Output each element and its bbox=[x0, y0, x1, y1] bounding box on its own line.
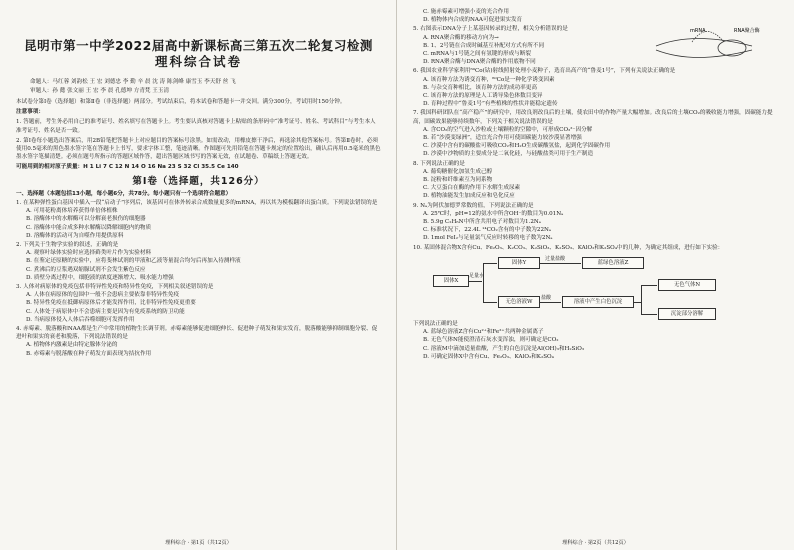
q4-option-d: D. 植物体内合成的NAA可促进果实发育 bbox=[423, 17, 523, 24]
q2-option-b: B. 在鉴定还原糖的实验中，应将斐林试剂的甲液和乙液等量混合均匀后再加入待测样液 bbox=[26, 258, 241, 265]
q9-option-c: C. 标准状况下，22.4L ¹⁴CO₂含有的中子数为22Nₐ bbox=[423, 227, 552, 234]
rna-polymerase-shape bbox=[718, 40, 746, 56]
question-5: 5. 右图表示DNA分子上某基因转录的过程，相关分析错误的是 bbox=[413, 26, 568, 33]
split-line bbox=[483, 263, 484, 303]
atomic-mass-line: 可能用到的相对原子质量：H 1 Li 7 C 12 N 14 O 16 Na 23 S 32 Cl 35.5 Ce 140 bbox=[16, 164, 239, 171]
q8-option-a: A. 葡萄糖催化加氢生成己醇 bbox=[423, 168, 493, 175]
q9-option-b: B. 5.9g C₂H₆N中所含共用电子对数目为1.2Nₐ bbox=[423, 219, 541, 226]
arrow-to-y bbox=[483, 263, 497, 264]
question-3: 3. 人体对病原体的免疫包括非特异性免疫和特异性免疫，下列相关叙述错误的是 bbox=[16, 284, 214, 291]
q5-option-c: C. mRNA与1号链之间有氢键的形成与断裂 bbox=[423, 51, 531, 58]
q8-option-c: C. 大豆蛋白在酶的作用下水解生成尿素 bbox=[423, 185, 521, 192]
label-excess-hcl: 过量盐酸 bbox=[545, 255, 566, 262]
mrna-label: mRNA bbox=[690, 27, 706, 34]
question-7: 7. 我国科研团队在“高产稳产”的研究中，用改良剂改良后的土壤，使农田中的作物产量大幅增加。改良后的土壤CO₂的吸收能力增强，固碳能力提高，固碳效果能够持续数年，下列关于相关说法错误的是 bbox=[413, 110, 773, 125]
q9-option-a: A. 25℃时，pH=12的氨水中所含OH⁻的数目为0.01Nₐ bbox=[423, 210, 564, 217]
question-8: 8. 下列说法正确的是 bbox=[413, 160, 465, 167]
q6-option-b: B. 与杂交育种相比，该育种方法的成功率更高 bbox=[423, 84, 537, 91]
box-solid-x: 固体X bbox=[433, 275, 469, 287]
q5-option-b: B. 1、2号链在合成时碱基互补配对方式有所不同 bbox=[423, 42, 545, 49]
q1-option-c: C. 溶酶体中能合成多种水解酶以降解细胞内的物质 bbox=[26, 224, 152, 231]
q4-option-b: B. 赤霉素与脱落酸在种子萌发方面表现为拮抗作用 bbox=[26, 350, 152, 357]
q2-option-a: A. 观察叶绿体实验时应选择藓类叶片作为实验材料 bbox=[26, 250, 152, 257]
q8-option-d: D. 植物油能发生加成反应和皂化反应 bbox=[423, 193, 515, 200]
box-solution-m: 溶液中产生白色沉淀 bbox=[562, 296, 634, 308]
question-6: 6. 我国农业科学家利用⁶⁰Co(钴)射线照射处理小麦种子，选育出高产的“鲁麦1号”，下列有关说法正确的是 bbox=[413, 68, 676, 75]
q6-option-a: A. 该育种方法为诱变育种，⁶⁰Co是一种化学诱变因素 bbox=[423, 76, 555, 83]
arrow-to-w bbox=[483, 302, 497, 303]
box-gas-n: 无色气体N bbox=[658, 279, 716, 291]
label-water: 足量水 bbox=[469, 272, 485, 279]
question-1: 1. 在某种弹性蛋白基因中插入一段“启动子”序列后，该基因可在体外转录合成数量更多的mRNA，再以其为模板翻译出蛋白质。下列说法错误的是 bbox=[16, 200, 378, 207]
question-9: 9. Nₐ为阿伏加德罗常数的值，下列说法正确的是 bbox=[413, 202, 534, 209]
rna-polymerase-label: RNA聚合酶 bbox=[734, 27, 760, 34]
q8-option-b: B. 淀粉和纤维素互为同系物 bbox=[423, 177, 493, 184]
box-solid-y: 固体Y bbox=[498, 257, 540, 269]
transcription-diagram bbox=[652, 24, 772, 68]
q7-option-b: B. 若“沙漠变绿洲”，适宜光合作用可使固碳能力较沙漠显著增强 bbox=[423, 135, 582, 142]
q3-option-d: D. 当病原体侵入人体后吞噬细胞可发挥作用 bbox=[26, 316, 135, 323]
q6-option-d: D. 育种过程中“鲁麦1号”有些植株的性状并能稳定遗传 bbox=[423, 101, 558, 108]
notice-heading: 注意事项： bbox=[16, 109, 44, 116]
q2-option-c: C. 煮沸后的豆浆遇双缩脲试剂不会发生紫色反应 bbox=[26, 266, 146, 273]
q5-option-d: D. RNA聚合酶与DNA聚合酶的作用底物不同 bbox=[423, 59, 536, 66]
q3-option-b: B. 特异性免疫在抵御病原体后才能发挥作用，比非特异性免疫更重要 bbox=[26, 300, 196, 307]
box-solution-w: 无色溶液W bbox=[498, 296, 540, 308]
reviewers: 审题人：孙 懿 张文丽 王 宏 李 晨 孔德坤 方青梵 王玉清 bbox=[30, 88, 170, 94]
q10-option-a: A. 蓝绿色溶液Z含有Cu²⁺和Fe²⁺共两种金属离子 bbox=[423, 329, 544, 336]
q10-option-b: B. 无色气体N能使澄清石灰水变浑浊，则可确定是CO₂ bbox=[423, 337, 559, 344]
question-2: 2. 下列关于生物学实验的叙述，正确的是 bbox=[16, 242, 119, 249]
exam-subtitle: 理科综合试卷 bbox=[154, 54, 242, 69]
q4-option-c: C. 施赤霉素可增强小麦的光合作用 bbox=[423, 9, 509, 15]
q6-option-c: C. 该育种方法的原理是人工诱导染色体数目变异 bbox=[423, 93, 543, 100]
question-4: 4. 赤霉素、脱落酸和NAA都是生产中常用的植物生长调节剂。赤霉素能够促进细胞伸长、促进种子萌发和果实发育，脱落酸能够抑制细胞分裂、促进叶和果实的衰老和脱落，下列说法错误的是 bbox=[16, 326, 378, 341]
notice-item-2: 2. 第Ⅰ卷每小题选出答案后，用2B铅笔把答题卡上对应题目的答案标号涂黑。如需改动，用橡皮擦干净后，再选涂其他答案标号。答第Ⅱ卷时，必须使用0.5毫米的黑色墨水签字笔在答题卡上书写，要求字体工整，笔迹清晰。作图题可先用铅笔在答题卡规定的位置绘出，确认后再用0.5毫米的黑色墨水签字笔描清楚。必须在题号所指示的答题区域作答，超出答题区域书写的答案无效，在试题卷、草稿纸上答题无效。 bbox=[16, 137, 381, 161]
q3-option-c: C. 人体处于病原体中不会患病主要是因为有免疫系统的防卫功能 bbox=[26, 308, 185, 315]
page-one-footer: 理科综合 · 第1页（共12页） bbox=[165, 540, 232, 546]
section-title: 第Ⅰ卷（选择题，共126分） bbox=[132, 175, 265, 187]
q4-option-a: A. 植物体内激素是由特定腺体分泌的 bbox=[26, 342, 118, 349]
q7-option-d: D. 沙漠中沙物质的主要成分是二氧化硅，与硅酸盐类可用于生产制造 bbox=[423, 151, 594, 158]
q7-option-c: C. 沙漠中含有的碳酸盐可吸收CO₂和H₂O生成碳酸氢盐，起到化学固碳作用 bbox=[423, 143, 611, 150]
q3-option-a: A. 人体在病原体的包围中一般不会患病主要依靠非特异性免疫 bbox=[26, 292, 180, 299]
label-hcl: 盐酸 bbox=[541, 294, 552, 301]
q5-option-a: A. RNA聚合酶的移动方向为→ bbox=[423, 34, 499, 41]
q2-option-d: D. 质壁分离过程中，细胞液的浓度逐渐增大、吸水能力增强 bbox=[26, 274, 174, 281]
arrow-to-n bbox=[641, 285, 657, 286]
arrow-x-to-split bbox=[468, 281, 482, 282]
q9-option-d: D. 1mol FeI₂与足量氯气反应时转移的电子数为2Nₐ bbox=[423, 235, 553, 242]
q7-option-a: A. 含CO₂的空气进入沙粒或土壤颗粒的空隙中，可形成CO₃²⁻因分解 bbox=[423, 126, 593, 133]
notice-item-1: 1. 答题前，考生务必用自己的准考证号、姓名填写在答题卡上。考生要认真核对答题卡上粘贴的条形码中“准考证号、姓名、考试科目”与考生本人准考证号、姓名是否一致。 bbox=[16, 119, 376, 134]
part1-heading: 一、选择题（本题包括13小题，每小题6分，共78分。每小题只有一个选项符合题意） bbox=[16, 190, 232, 197]
q10-option-d: D. 可确定固体X中含有Cu、Fe₂O₃、KAlO₂和K₂SO₄ bbox=[423, 353, 554, 360]
dna-strand-lower bbox=[656, 50, 752, 58]
page-two-footer: 理科综合 · 第2页（共12页） bbox=[562, 540, 629, 546]
q1-option-b: B. 溶酶体中的水解酶可以分解衰老损伤的细胞器 bbox=[26, 216, 146, 223]
page-two bbox=[397, 0, 794, 550]
box-solution-z: 蓝绿色溶液Z bbox=[582, 257, 644, 269]
question-10-prompt: 下列说法正确的是 bbox=[413, 320, 458, 327]
split-line-right bbox=[641, 285, 642, 315]
intro-text: 本试卷分第Ⅰ卷（选择题）和第Ⅱ卷（非选择题）两部分。考试结束后，将本试卷和答题卡一并交回。满分300分，考试用时150分钟。 bbox=[16, 99, 346, 105]
dna-strand-upper bbox=[656, 38, 752, 46]
arrow-to-precipitate bbox=[641, 314, 657, 315]
q1-option-d: D. 溶酶体的活动可为自噬作用提供原料 bbox=[26, 232, 124, 239]
exam-title: 昆明市第一中学2022届高中新课标高三第五次二轮复习检测 bbox=[24, 38, 373, 53]
proposers: 命题人：马红蓉 刘韵松 王 宏 刘德忠 李 勤 辛 晨 沈 涛 陈剑峰 康雪玉 李天舒 丝 飞 bbox=[30, 79, 236, 85]
q1-option-a: A. 可用花粉离体培养获得单倍体植株 bbox=[26, 208, 118, 215]
arrow-m-split bbox=[633, 302, 641, 303]
box-precipitate: 沉淀部分溶解 bbox=[658, 308, 716, 320]
q10-option-c: C. 溶液M中滴加适量盐酸，产生的白色沉淀是Al(OH)₃和H₂SiO₃ bbox=[423, 345, 585, 352]
question-10: 10. 某固体混合物X含有Cu、Fe₂O₃、K₂CO₃、K₂SiO₃、K₂SO₃、KAlO₂和K₂SO₄中的几种，为确定其组成，进行如下实验： bbox=[413, 244, 724, 251]
experiment-flowchart bbox=[433, 255, 778, 317]
